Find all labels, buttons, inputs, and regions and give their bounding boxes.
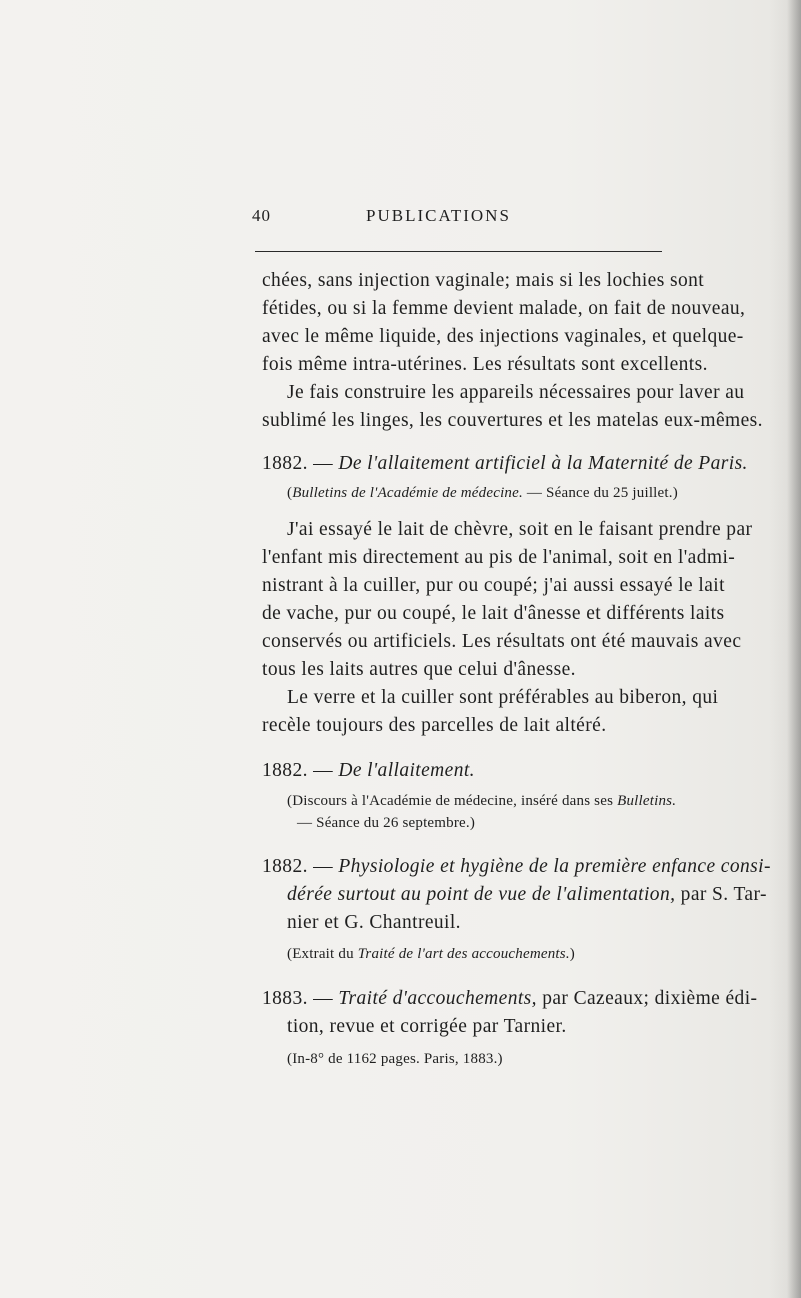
entry-year: 1882. <box>262 453 308 474</box>
source-title: Bulletins. <box>617 793 677 809</box>
text-line: tous les laits autres que celui d'ânesse. <box>262 659 576 680</box>
entry-year: 1882. <box>262 856 308 877</box>
text-line: tion, revue et corrigée par Tarnier. <box>287 1016 567 1037</box>
text-line: fois même intra-utérines. Les résultats sont excellents. <box>262 354 708 375</box>
entry-source-line2: — Séance du 26 septembre.) <box>297 815 476 831</box>
entry-title-cont: dérée surtout au point de vue de l'alimentation, <box>287 884 676 905</box>
text-line: nistrant à la cuiller, pur ou coupé; j'ai aussi essayé le lait <box>262 575 725 596</box>
entry-dash: — <box>313 988 334 1009</box>
entry-authors-line: nier et G. Chantreuil. <box>287 912 461 933</box>
entry-dash: — <box>313 856 334 877</box>
entry-title: Traité d'accouchements, <box>338 988 537 1009</box>
source-title: Bulletins de l'Académie de médecine. <box>292 485 523 501</box>
entry-title: De l'allaitement artificiel à la Maternité de Paris. <box>338 453 748 474</box>
entry-detail: par Cazeaux; dixième édi- <box>536 988 758 1009</box>
source-detail: (Discours à l'Académie de médecine, inséré dans ses <box>287 793 618 809</box>
entry-heading <box>262 988 757 1010</box>
entry-source <box>287 793 676 810</box>
entry-heading <box>262 856 771 878</box>
source-detail: — Séance du 25 juillet.) <box>526 485 678 501</box>
entry-authors: par S. Tar- <box>675 884 767 905</box>
text-line: fétides, ou si la femme devient malade, on fait de nouveau, <box>262 298 746 319</box>
entry-title-line2 <box>287 884 767 906</box>
entry-dash: — <box>313 453 334 474</box>
text-line: recèle toujours des parcelles de lait altéré. <box>262 715 607 736</box>
text-line: Je fais construire les appareils nécessaires pour laver au <box>287 382 745 403</box>
source-close: ) <box>569 946 575 962</box>
text-line: J'ai essayé le lait de chèvre, soit en le faisant prendre par <box>287 519 753 540</box>
entry-title: Physiologie et hygiène de la première enfance consi- <box>338 856 771 877</box>
text-line: l'enfant mis directement au pis de l'animal, soit en l'admi- <box>262 547 736 568</box>
source-title: Traité de l'art des accouchements. <box>357 946 570 962</box>
text-line: sublimé les linges, les couvertures et les matelas eux-mêmes. <box>262 410 763 431</box>
header-rule <box>255 251 662 252</box>
entry-source <box>287 946 575 963</box>
text-line: Le verre et la cuiller sont préférables au biberon, qui <box>287 687 719 708</box>
page-edge-shadow <box>787 0 801 1298</box>
entry-source: (Bulletins de l'Académie de médecine. — Séance du 25 juillet.) <box>287 485 678 501</box>
source-detail: (Extrait du <box>287 946 358 962</box>
entry-heading <box>262 453 748 475</box>
entry-source: (In-8° de 1162 pages. Paris, 1883.) <box>287 1051 503 1067</box>
page-number: 40 <box>252 206 271 225</box>
text-line: avec le même liquide, des injections vaginales, et quelque- <box>262 326 744 347</box>
running-head: PUBLICATIONS <box>366 206 511 225</box>
entry-year: 1882. <box>262 760 308 781</box>
text-line: de vache, pur ou coupé, le lait d'ânesse et différents laits <box>262 603 725 624</box>
text-line: chées, sans injection vaginale; mais si les lochies sont <box>262 270 705 291</box>
page-header <box>0 206 801 230</box>
entry-heading <box>262 760 475 782</box>
entry-title: De l'allaitement. <box>338 760 475 781</box>
text-line: conservés ou artificiels. Les résultats ont été mauvais avec <box>262 631 742 652</box>
entry-year: 1883. <box>262 988 308 1009</box>
entry-dash: — <box>313 760 334 781</box>
